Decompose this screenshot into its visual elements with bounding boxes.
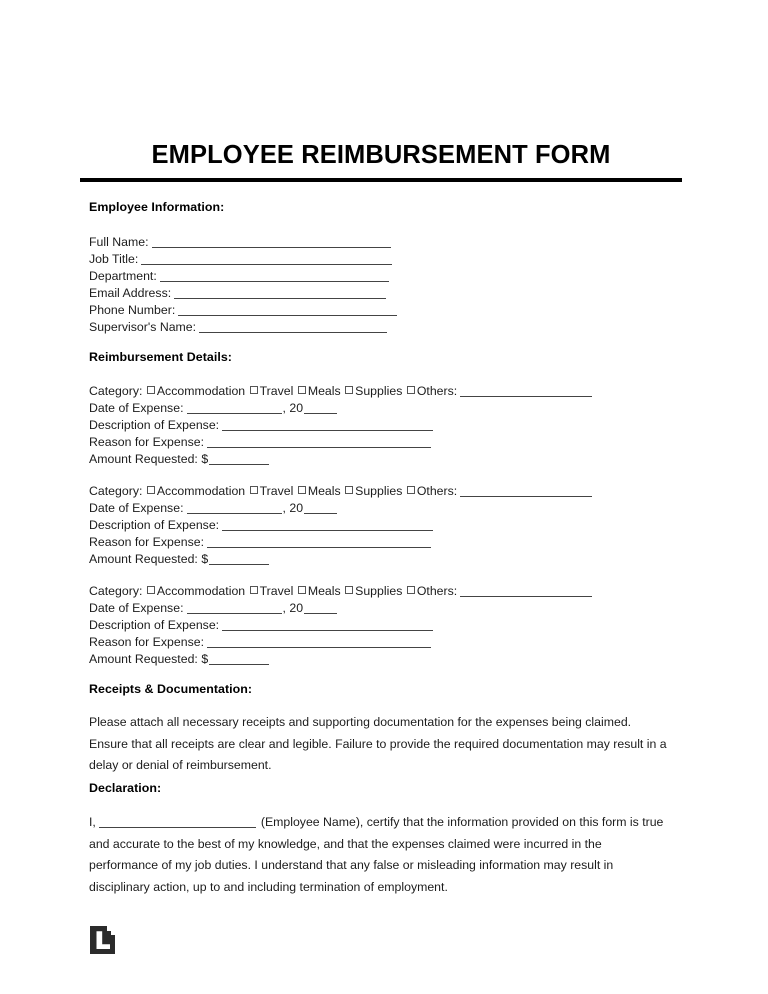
field-blank-phone-number[interactable] [178,304,397,316]
expense-2-option-meals: Meals [307,484,341,498]
checkbox-meals-icon[interactable] [298,486,306,494]
expense-1-option-meals: Meals [307,384,341,398]
expense-3-date-blank[interactable] [187,602,282,614]
field-label-phone-number: Phone Number: [89,303,176,317]
expense-3-others-blank[interactable] [460,585,592,597]
expense-2-date-label: Date of Expense: [89,501,184,515]
expense-3-year-blank[interactable] [304,602,337,614]
expense-3-category-label: Category: [89,584,143,598]
expense-1-amount-blank[interactable] [209,453,269,465]
declaration-body-text: (Employee Name), certify that the information provided on this form is true and accurate to the best of my knowledge, and that the expenses claimed were incurred in the performance of my job duties. I understand that any false or misleading information may result in disciplinary action, up to and including termination of employment. [89,815,664,894]
expense-3-option-supplies: Supplies [355,584,403,598]
declaration-lead-in: I, [89,815,96,829]
field-label-job-title: Job Title: [89,252,139,266]
expense-3-option-meals: Meals [307,584,341,598]
checkbox-others-icon[interactable] [407,486,415,494]
expense-2-year-blank[interactable] [304,502,337,514]
expense-1-year-prefix: 20 [289,401,304,415]
expense-2-description-row[interactable] [89,518,434,532]
expense-3-year-prefix: 20 [289,601,304,615]
expense-1-category-label: Category: [89,384,143,398]
expense-1-amount-currency: $ [201,452,209,466]
expense-2-category-label: Category: [89,484,143,498]
field-email-address[interactable] [89,286,387,300]
expense-3-date-label: Date of Expense: [89,601,184,615]
expense-2-option-supplies: Supplies [355,484,403,498]
expense-3-date-row[interactable] [89,601,338,615]
expense-2-reason-blank[interactable] [207,536,431,548]
checkbox-supplies-icon[interactable] [345,486,353,494]
expense-1-description-blank[interactable] [222,419,433,431]
checkbox-travel-icon[interactable] [250,486,258,494]
field-blank-supervisors-name[interactable] [199,321,387,333]
section-heading-declaration: Declaration: [89,781,162,795]
expense-1-description-row[interactable] [89,418,434,432]
checkbox-travel-icon[interactable] [250,586,258,594]
field-blank-email-address[interactable] [174,287,386,299]
expense-3-amount-label: Amount Requested: [89,652,198,666]
expense-2-category-row[interactable] [89,484,593,498]
checkbox-supplies-icon[interactable] [345,586,353,594]
field-job-title[interactable] [89,252,393,266]
checkbox-meals-icon[interactable] [298,386,306,394]
field-department[interactable] [89,269,390,283]
checkbox-accommodation-icon[interactable] [147,486,155,494]
expense-2-option-others-label: Others: [416,484,458,498]
expense-3-option-others-label: Others: [416,584,458,598]
expense-2-description-label: Description of Expense: [89,518,220,532]
expense-1-option-accommodation: Accommodation [156,384,246,398]
field-label-email-address: Email Address: [89,286,172,300]
checkbox-accommodation-icon[interactable] [147,586,155,594]
expense-2-reason-label: Reason for Expense: [89,535,205,549]
expense-3-description-row[interactable] [89,618,434,632]
expense-2-year-prefix: 20 [289,501,304,515]
expense-3-reason-blank[interactable] [207,636,431,648]
title-divider [80,178,682,182]
expense-1-description-label: Description of Expense: [89,418,220,432]
expense-2-date-comma: , [282,501,286,515]
field-full-name[interactable] [89,235,392,249]
expense-3-option-travel: Travel [259,584,294,598]
expense-2-reason-row[interactable] [89,535,432,549]
expense-2-date-row[interactable] [89,501,338,515]
field-blank-job-title[interactable] [141,253,392,265]
expense-3-reason-row[interactable] [89,635,432,649]
field-blank-full-name[interactable] [152,236,391,248]
expense-2-amount-currency: $ [201,552,209,566]
expense-1-date-label: Date of Expense: [89,401,184,415]
field-phone-number[interactable] [89,303,398,317]
expense-2-amount-blank[interactable] [209,553,269,565]
expense-3-amount-row[interactable] [89,652,270,666]
expense-3-category-row[interactable] [89,584,593,598]
expense-2-description-blank[interactable] [222,519,433,531]
expense-3-description-blank[interactable] [222,619,433,631]
expense-2-date-blank[interactable] [187,502,282,514]
expense-1-option-travel: Travel [259,384,294,398]
page-title: EMPLOYEE REIMBURSEMENT FORM [151,141,611,169]
checkbox-meals-icon[interactable] [298,586,306,594]
checkbox-others-icon[interactable] [407,586,415,594]
legal-templates-l-logo-icon [90,926,116,954]
declaration-body [89,812,672,898]
expense-3-description-label: Description of Expense: [89,618,220,632]
expense-3-amount-blank[interactable] [209,653,269,665]
expense-2-option-travel: Travel [259,484,294,498]
expense-3-date-comma: , [282,601,286,615]
expense-1-category-row[interactable] [89,384,593,398]
checkbox-supplies-icon[interactable] [345,386,353,394]
expense-1-others-blank[interactable] [460,385,592,397]
checkbox-others-icon[interactable] [407,386,415,394]
expense-2-others-blank[interactable] [460,485,592,497]
expense-3-amount-currency: $ [201,652,209,666]
field-label-full-name: Full Name: [89,235,149,249]
expense-1-reason-label: Reason for Expense: [89,435,205,449]
expense-1-amount-row[interactable] [89,452,270,466]
field-supervisors-name[interactable] [89,320,388,334]
expense-1-date-blank[interactable] [187,402,282,414]
section-heading-reimbursement-details: Reimbursement Details: [89,350,232,364]
expense-3-option-accommodation: Accommodation [156,584,246,598]
field-blank-department[interactable] [160,270,389,282]
field-label-department: Department: [89,269,157,283]
receipts-body-text: Please attach all necessary receipts and supporting documentation for the expenses being claimed. Ensure that all receipts are clear and legible. Failure to provide the required documentation may result in a delay or denial of reimbursement. [89,715,667,772]
expense-1-date-row[interactable] [89,401,338,415]
declaration-name-blank[interactable] [99,816,256,828]
checkbox-travel-icon[interactable] [250,386,258,394]
expense-2-option-accommodation: Accommodation [156,484,246,498]
field-label-supervisors-name: Supervisor's Name: [89,320,197,334]
checkbox-accommodation-icon[interactable] [147,386,155,394]
expense-1-date-comma: , [282,401,286,415]
section-heading-employee-information: Employee Information: [89,200,225,214]
expense-1-option-others-label: Others: [416,384,458,398]
expense-1-year-blank[interactable] [304,402,337,414]
section-heading-receipts-documentation: Receipts & Documentation: [89,682,253,696]
expense-1-option-supplies: Supplies [355,384,403,398]
expense-1-reason-blank[interactable] [207,436,431,448]
expense-2-amount-row[interactable] [89,552,270,566]
expense-2-amount-label: Amount Requested: [89,552,198,566]
expense-3-reason-label: Reason for Expense: [89,635,205,649]
expense-1-amount-label: Amount Requested: [89,452,198,466]
expense-1-reason-row[interactable] [89,435,432,449]
